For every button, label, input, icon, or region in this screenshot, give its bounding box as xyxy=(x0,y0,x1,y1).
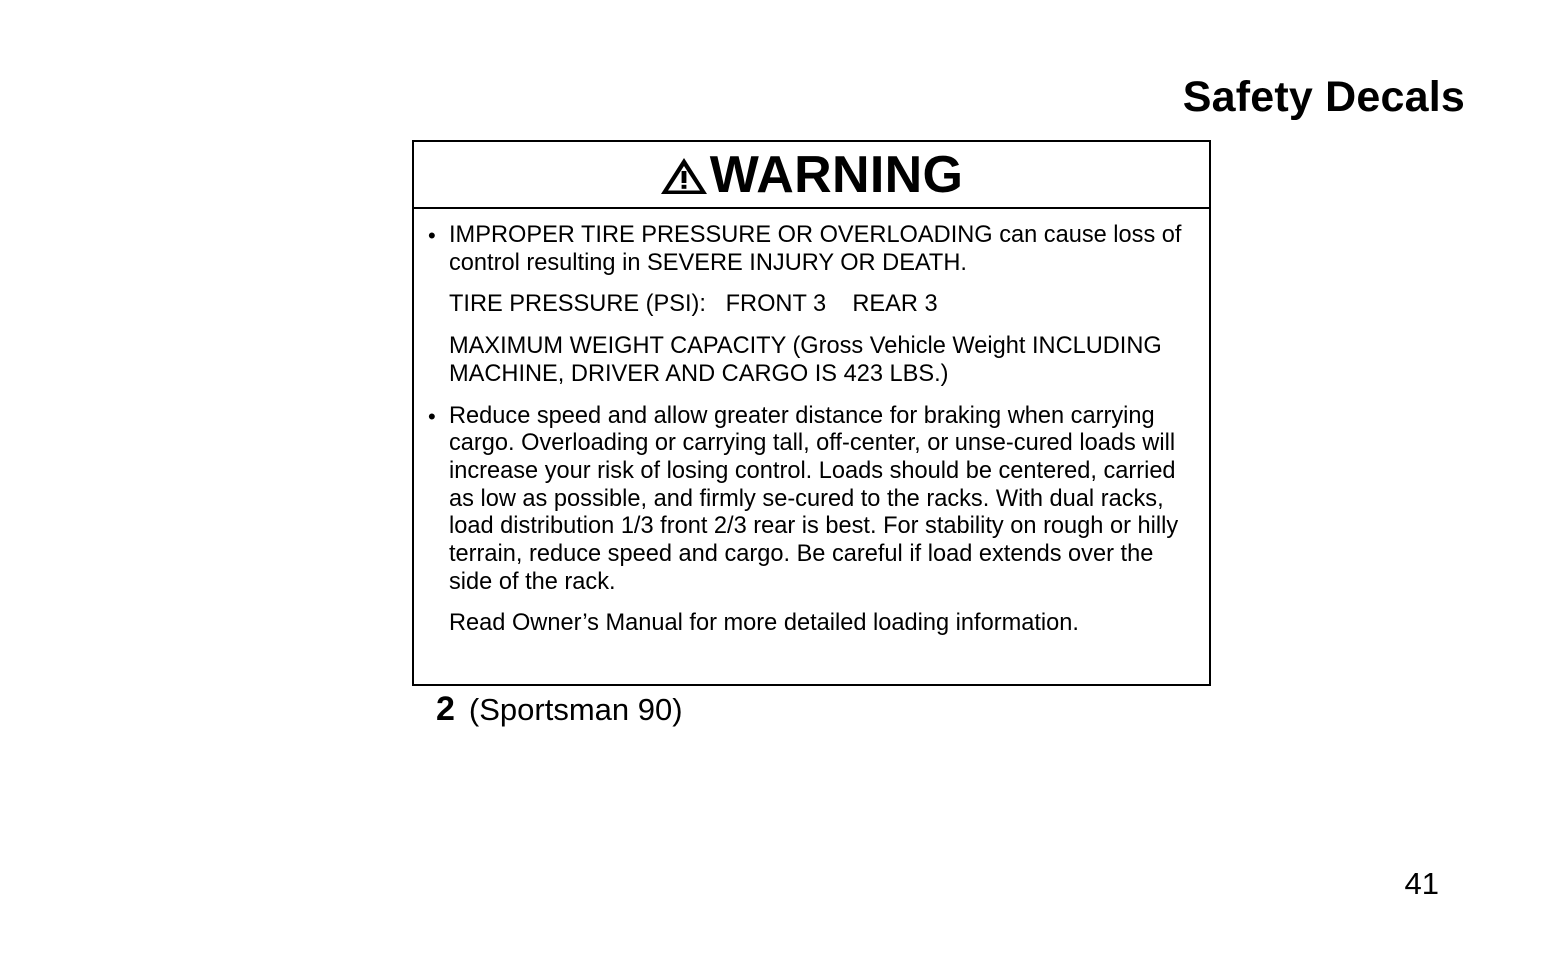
warning-decal xyxy=(412,140,1211,686)
decal-body xyxy=(414,209,1209,638)
section-title: Safety Decals xyxy=(1182,73,1465,121)
tire-pressure-line: TIRE PRESSURE (PSI): FRONT 3 REAR 3 xyxy=(449,291,938,318)
decal-caption xyxy=(436,692,683,726)
manual-reference-line: Read Owner’s Manual for more detailed loading information. xyxy=(449,610,1079,637)
bullet-item xyxy=(428,403,1189,597)
caption-number: 2 xyxy=(436,690,455,728)
warning-triangle-icon xyxy=(660,157,708,195)
bullet-dot: • xyxy=(428,223,436,248)
bullet-text: IMPROPER TIRE PRESSURE OR OVERLOADING can cause loss of control resulting in SEVERE INJURY OR DEATH. xyxy=(449,222,1182,276)
weight-capacity-line: MAXIMUM WEIGHT CAPACITY (Gross Vehicle Weight INCLUDING MACHINE, DRIVER AND CARGO IS 423 LBS.) xyxy=(449,333,1162,387)
caption-text: (Sportsman 90) xyxy=(468,692,683,727)
page-number: 41 xyxy=(1404,866,1439,901)
bullet-dot: • xyxy=(428,403,436,429)
signal-word: WARNING xyxy=(709,145,964,204)
bullet-text: Reduce speed and allow greater distance for braking when carrying cargo. Overloading or carrying tall, off-center, or unse-cured loads will increase your risk of losing control. Loads should be centered, carried as low as possible, and firmly se-cured to the racks. With dual racks, load distribution 1/3 front 2/3 rear is best. For stability on rough or hilly terrain, reduce speed and cargo. Be careful if load extends over the side of the rack. xyxy=(449,402,1179,595)
bullet-item xyxy=(428,222,1189,277)
decal-header xyxy=(414,142,1209,209)
